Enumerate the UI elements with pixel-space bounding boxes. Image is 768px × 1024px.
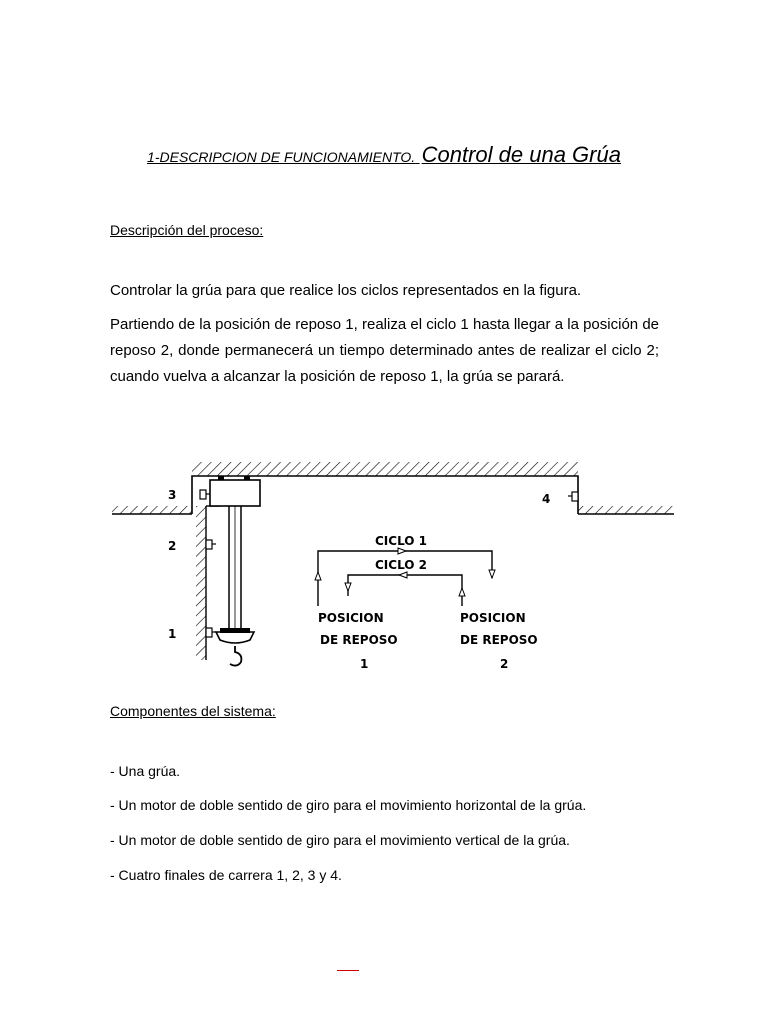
document-title <box>0 142 768 168</box>
component-item: - Un motor de doble sentido de giro para el movimiento horizontal de la grúa. <box>110 797 587 813</box>
cycle-2-label: CICLO 2 <box>375 558 428 572</box>
component-item: - Cuatro finales de carrera 1, 2, 3 y 4. <box>110 867 342 883</box>
limit-switch-4 <box>542 492 578 506</box>
switch-label-4: 4 <box>542 492 551 506</box>
switch-label-3: 3 <box>168 488 177 502</box>
crane-trolley <box>210 476 260 666</box>
process-paragraph-2: Partiendo de la posición de reposo 1, realiza el ciclo 1 hasta llegar a la posición de reposo 2, donde permanecerá un tiempo determinado antes de realizar el ciclo 2; cuando vuelva a alcanzar la posición de reposo 1, la grúa se parará. <box>110 316 659 385</box>
rest-1-number: 1 <box>360 657 369 671</box>
title-main: Control de una Grúa <box>421 142 621 167</box>
rest-position-2 <box>460 611 538 671</box>
rest-1-line1: POSICION <box>318 611 384 625</box>
process-heading: Descripción del proceso: <box>110 222 264 238</box>
rest-position-1 <box>318 611 398 671</box>
cycle-1-label: CICLO 1 <box>375 534 428 548</box>
title-prefix: 1-DESCRIPCION DE FUNCIONAMIENTO. <box>147 149 416 165</box>
rest-2-number: 2 <box>500 657 509 671</box>
crane-diagram <box>108 456 678 686</box>
component-item: - Una grúa. <box>110 763 181 779</box>
process-paragraph-1: Controlar la grúa para que realice los ciclos representados en la figura. <box>110 282 582 299</box>
limit-switch-3 <box>168 488 210 502</box>
switch-label-2: 2 <box>168 539 177 553</box>
limit-switch-1 <box>168 627 216 641</box>
component-item: - Un motor de doble sentido de giro para el movimiento vertical de la grúa. <box>110 832 570 848</box>
page-footer-mark <box>337 970 359 971</box>
components-heading: Componentes del sistema: <box>110 703 276 719</box>
limit-switch-2 <box>168 539 216 553</box>
rest-2-line2: DE REPOSO <box>460 633 538 647</box>
cycle-2-path <box>345 558 465 606</box>
rest-2-line1: POSICION <box>460 611 526 625</box>
switch-label-1: 1 <box>168 627 177 641</box>
rest-1-line2: DE REPOSO <box>320 633 398 647</box>
